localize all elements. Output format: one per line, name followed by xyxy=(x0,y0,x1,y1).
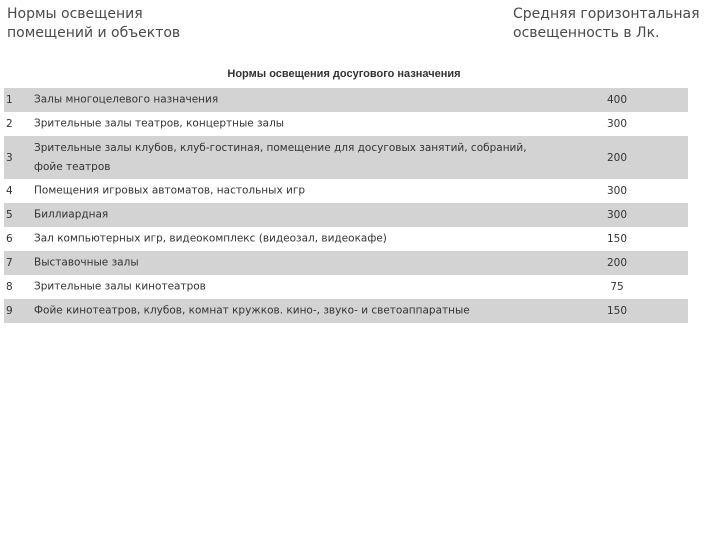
lux-value: 75 xyxy=(610,281,624,293)
row-number: 6 xyxy=(6,233,13,245)
lux-value: 200 xyxy=(606,151,628,164)
table-row xyxy=(4,179,688,203)
table-row xyxy=(4,275,688,299)
room-name: Выставочные залы xyxy=(34,256,139,269)
table-row xyxy=(4,112,688,136)
lux-value: 150 xyxy=(606,233,628,245)
room-name: Зрительные залы театров, концертные залы xyxy=(34,117,285,130)
table-row xyxy=(4,88,688,112)
row-number: 8 xyxy=(6,281,13,293)
room-name: Помещения игровых автоматов, настольных игр xyxy=(34,184,306,197)
row-number: 2 xyxy=(6,118,13,130)
lux-value: 300 xyxy=(606,185,628,197)
table-row xyxy=(4,203,688,227)
lux-value: 400 xyxy=(606,94,628,106)
lighting-norms-table xyxy=(4,88,688,323)
header-right-title: Средняя горизонтальная освещенность в Лк. xyxy=(513,6,700,41)
table-title: Нормы освещения досугового назначения xyxy=(227,68,461,80)
row-number: 7 xyxy=(6,257,13,269)
table-row xyxy=(4,251,688,275)
row-number: 9 xyxy=(6,305,13,317)
table-row xyxy=(4,136,688,179)
room-name: Зрительные залы клубов, клуб-гостиная, помещение для досуговых занятий, собраний, фойе театров xyxy=(34,141,527,173)
lux-value: 200 xyxy=(606,257,628,269)
room-name: Зал компьютерных игр, видеокомплекс (видеозал, видеокафе) xyxy=(34,232,387,245)
table-row xyxy=(4,299,688,323)
room-name: Биллиардная xyxy=(34,208,109,221)
room-name: Залы многоцелевого назначения xyxy=(34,93,219,106)
row-number: 1 xyxy=(6,94,13,106)
header-left-title: Нормы освещения помещений и объектов xyxy=(7,6,181,41)
row-number: 5 xyxy=(6,209,13,221)
table-row xyxy=(4,227,688,251)
room-name: Фойе кинотеатров, клубов, комнат кружков. кино-, звуко- и светоаппаратные xyxy=(34,304,470,317)
row-number: 3 xyxy=(6,151,13,164)
row-number: 4 xyxy=(6,185,13,197)
lux-value: 300 xyxy=(606,118,628,130)
room-name: Зрительные залы кинотеатров xyxy=(34,280,206,293)
lux-value: 300 xyxy=(606,209,628,221)
lux-value: 150 xyxy=(606,305,628,317)
